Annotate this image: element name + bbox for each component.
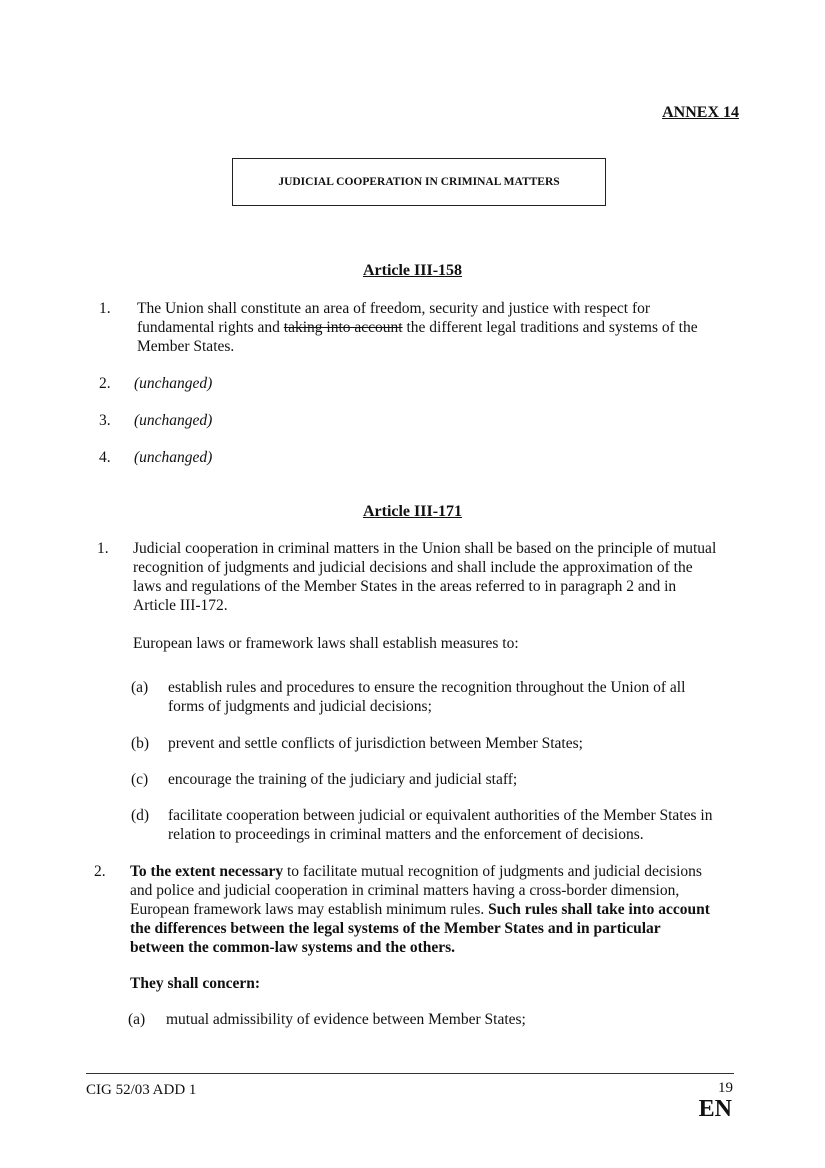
list-item-text: prevent and settle conflicts of jurisdiction between Member States;: [168, 735, 583, 752]
bold-text: To the extent necessary: [130, 863, 284, 880]
language-code: EN: [698, 1096, 732, 1122]
section-title-box: [232, 158, 606, 206]
page-number: 19: [718, 1080, 733, 1096]
art158-p2-text: (unchanged): [134, 375, 213, 392]
list-item-text: forms of judgments and judicial decisions;: [168, 698, 432, 715]
art171-p1-line: Judicial cooperation in criminal matters in the Union shall be based on the principle of mutual: [133, 540, 717, 557]
deleted-text: taking into account: [283, 319, 403, 336]
list-item-text: facilitate cooperation between judicial or equivalent authorities of the Member States in: [168, 807, 713, 824]
art171-p2-line: and police and judicial cooperation in criminal matters having a cross-border dimension,: [130, 882, 680, 899]
text-segment: to facilitate mutual recognition of judgments and judicial decisions: [283, 863, 702, 880]
art171-p1-line: recognition of judgments and judicial decisions and shall include the approximation of the: [133, 559, 693, 576]
art171-p2-line: the differences between the legal systems of the Member States and in particular: [130, 920, 661, 937]
art158-p2-number: 2.: [99, 375, 111, 392]
bold-text: Such rules shall take into account: [488, 901, 710, 918]
art171-p2-line: between the common-law systems and the others.: [130, 939, 456, 956]
article-158-heading: Article III-158: [362, 262, 463, 279]
art158-p1-number: 1.: [99, 300, 111, 317]
art171-p1-line: laws and regulations of the Member States in the areas referred to in paragraph 2 and in: [133, 578, 677, 595]
list-item-label: (d): [131, 807, 150, 824]
art171-p2-line: [130, 863, 702, 881]
art171-p1-number: 1.: [97, 540, 109, 557]
list-item-label: (a): [128, 1011, 146, 1028]
art158-p1-line: Member States.: [137, 338, 235, 355]
art171-p1-line: Article III-172.: [133, 597, 228, 614]
text-segment: the different legal traditions and systems of the: [402, 319, 698, 336]
section-title: JUDICIAL COOPERATION IN CRIMINAL MATTERS: [278, 176, 560, 188]
art158-p4-text: (unchanged): [134, 449, 213, 466]
art171-p1-intro: European laws or framework laws shall establish measures to:: [133, 635, 519, 652]
article-171-heading: Article III-171: [362, 503, 463, 520]
list-item-text: mutual admissibility of evidence between Member States;: [166, 1011, 526, 1028]
list-item-label: (b): [131, 735, 150, 752]
list-item-label: (a): [131, 679, 149, 696]
art171-p2-number: 2.: [94, 863, 106, 880]
list-item-text: establish rules and procedures to ensure the recognition throughout the Union of all: [168, 679, 686, 696]
art171-p2-line: [130, 901, 710, 919]
art158-p4-number: 4.: [99, 449, 111, 466]
document-reference: CIG 52/03 ADD 1: [86, 1082, 197, 1098]
annex-number: ANNEX 14: [662, 104, 739, 121]
art158-p3-number: 3.: [99, 412, 111, 429]
text-segment: fundamental rights and: [137, 319, 284, 336]
footer-divider: [86, 1073, 734, 1074]
text-segment: European framework laws may establish minimum rules.: [130, 901, 489, 918]
list-item-text: encourage the training of the judiciary and judicial staff;: [168, 771, 518, 788]
list-item-text: relation to proceedings in criminal matters and the enforcement of decisions.: [168, 826, 644, 843]
art158-p1-line: [137, 319, 698, 337]
art158-p1-line: The Union shall constitute an area of freedom, security and justice with respect for: [137, 300, 651, 317]
list-item-label: (c): [131, 771, 149, 788]
art158-p3-text: (unchanged): [134, 412, 213, 429]
art171-p2-concern: They shall concern:: [130, 975, 261, 992]
